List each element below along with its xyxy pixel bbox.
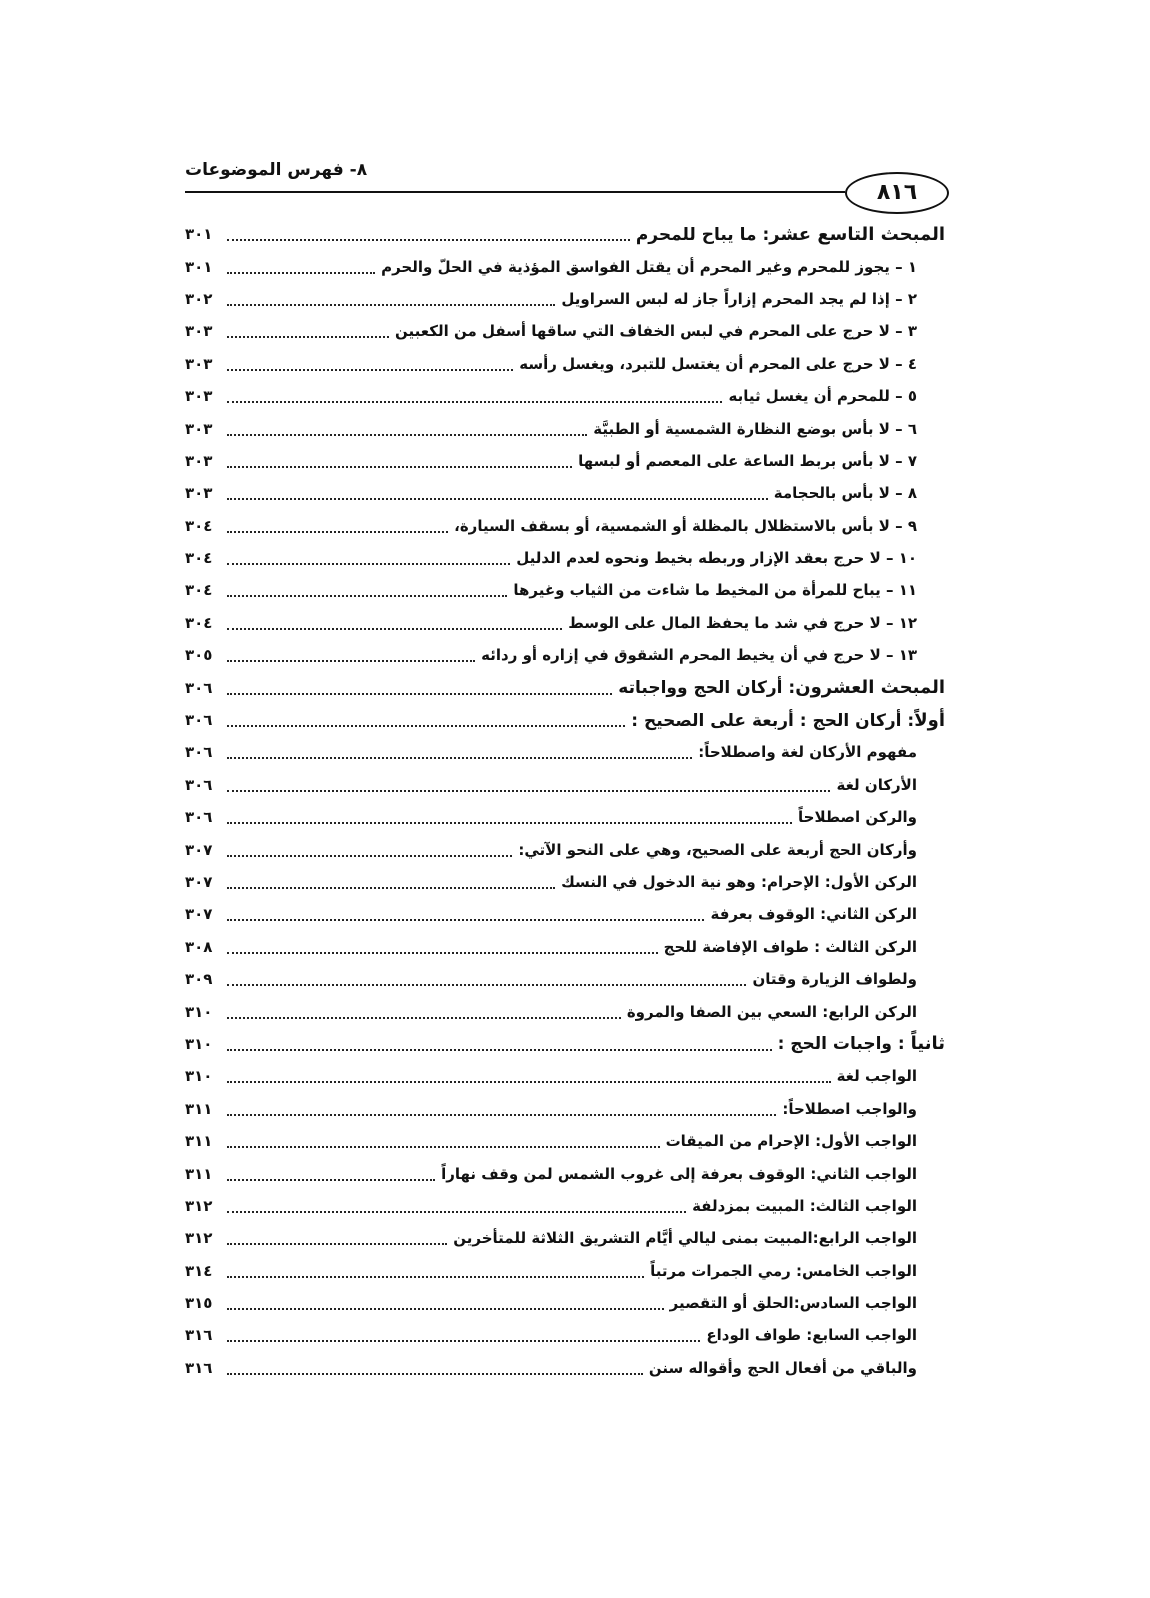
- entry-label: [664, 938, 917, 956]
- entry-label: [518, 841, 917, 859]
- entry-label: [728, 387, 917, 405]
- entry-label: [561, 290, 917, 308]
- entry-text: ١٢ – لا حرج في شد ما يحفظ المال على الوسط: [568, 613, 917, 632]
- toc-entry: [185, 1319, 945, 1351]
- entry-separator: :: [901, 710, 915, 731]
- dot-leader: [227, 790, 830, 792]
- entry-label: [593, 420, 917, 438]
- toc-entry: [185, 315, 945, 347]
- dot-leader: [227, 822, 792, 824]
- entry-separator: :: [814, 905, 827, 924]
- entry-text: المبيت بمنى ليالي أيَّام التشريق الثلاثة للمتأخرين: [453, 1229, 813, 1248]
- entry-separator: :: [817, 1002, 829, 1021]
- toc-heading: [185, 671, 945, 703]
- entry-text: والركن اصطلاحاً: [798, 808, 917, 827]
- entry-text: الأركان لغة: [836, 775, 917, 794]
- entry-label: [778, 1033, 945, 1054]
- entry-text: رمي الجمرات مرتباً: [650, 1261, 791, 1280]
- header-rule: [185, 191, 845, 193]
- entry-text: الوقوف بعرفة إلى غروب الشمس لمن وقف نهاراً: [441, 1164, 806, 1183]
- dot-leader: [227, 1373, 643, 1375]
- entry-lead: ثانياً: [910, 1033, 945, 1055]
- entry-label: [698, 743, 917, 761]
- entry-text: طواف الوداع: [706, 1326, 801, 1345]
- entry-page-number: ٣٠٦: [185, 743, 213, 762]
- entry-page-number: ٣١٠: [185, 1067, 213, 1086]
- entry-page-number: ٣١٦: [185, 1358, 213, 1377]
- toc-entry: [185, 250, 945, 282]
- entry-label: [692, 1197, 917, 1215]
- entry-page-number: ٣٠٦: [185, 711, 213, 730]
- entry-text: ٥ – للمحرم أن يغسل ثيابه: [728, 387, 917, 406]
- dot-leader: [227, 919, 704, 921]
- entry-separator: :: [809, 1132, 822, 1151]
- dot-leader: [227, 1017, 621, 1019]
- entry-separator: :: [804, 1196, 816, 1215]
- entry-label: [441, 1165, 917, 1183]
- dot-leader: [227, 757, 692, 759]
- dot-leader: [227, 984, 746, 986]
- entry-page-number: ٣٠٢: [185, 289, 213, 308]
- entry-separator: :: [790, 1261, 803, 1280]
- entry-text: أركان الحج وواجباته: [618, 678, 783, 699]
- entry-text: ١١ – يباح للمرأة من المخيط ما شاءت من الثياب وغيرها: [513, 581, 917, 600]
- entry-text: الإحرام: وهو نية الدخول في النسك: [561, 873, 820, 891]
- entry-separator: :: [805, 1164, 817, 1183]
- entry-page-number: ٣٠٥: [185, 646, 213, 665]
- entry-label: [666, 1132, 917, 1150]
- entry-label: [631, 710, 945, 731]
- entry-page-number: ٣١٥: [185, 1294, 213, 1313]
- entry-text: السعي بين الصفا والمروة: [626, 1002, 818, 1021]
- toc-entry: [185, 542, 945, 574]
- dot-leader: [227, 952, 658, 954]
- toc-entry: [185, 380, 945, 412]
- entry-lead: الركن الأول: [830, 873, 917, 891]
- entry-label: [454, 517, 917, 535]
- entry-label: [627, 1003, 917, 1021]
- entry-text: الحلق أو التقصير: [669, 1294, 794, 1313]
- entry-page-number: ٣٠٤: [185, 549, 213, 568]
- entry-text: أركان الحج : أربعة على الصحيح :: [631, 710, 902, 731]
- entry-page-number: ٣٠٣: [185, 451, 213, 470]
- entry-label: [578, 452, 917, 470]
- entry-label: [381, 258, 917, 276]
- entry-text: واجبات الحج :: [777, 1034, 892, 1055]
- entry-lead: أولاً: [914, 709, 945, 731]
- entry-lead: الواجب السابع: [812, 1326, 917, 1345]
- entry-page-number: ٣١١: [185, 1164, 213, 1183]
- dot-leader: [227, 563, 510, 565]
- entry-page-number: ٣٠٦: [185, 678, 213, 697]
- entry-page-number: ٣٠٤: [185, 581, 213, 600]
- entry-text: ٦ – لا بأس بوضع النظارة الشمسية أو الطبيَّة: [593, 419, 917, 438]
- toc-entry: [185, 1190, 945, 1222]
- entry-text: ٤ – لا حرج على المحرم أن يغتسل للتبرد، ويغسل رأسه: [519, 354, 917, 373]
- dot-leader: [227, 1146, 660, 1148]
- entry-text: مفهوم الأركان لغة واصطلاحاً:: [698, 743, 917, 762]
- entry-text: وأركان الحج أربعة على الصحيح، وهي على النحو الآتي:: [518, 840, 917, 859]
- entry-text: المبيت بمزدلفة: [692, 1196, 805, 1215]
- toc-heading: [185, 1028, 945, 1060]
- dot-leader: [227, 1243, 447, 1245]
- entry-page-number: ٣٠٩: [185, 970, 213, 989]
- entry-page-number: ٣٠٦: [185, 775, 213, 794]
- entry-page-number: ٣١٠: [185, 1002, 213, 1021]
- entry-page-number: ٣٠٤: [185, 613, 213, 632]
- dot-leader: [227, 369, 513, 371]
- entry-text: الإحرام من الميقات: [665, 1132, 810, 1151]
- entry-page-number: ٣٠٣: [185, 387, 213, 406]
- toc-entry: [185, 833, 945, 865]
- dot-leader: [227, 272, 375, 274]
- dot-leader: [227, 725, 625, 727]
- toc-entry: [185, 1255, 945, 1287]
- entry-lead: الواجب الرابع: [818, 1229, 917, 1248]
- entry-page-number: ٣١١: [185, 1132, 213, 1151]
- toc-entry: [185, 995, 945, 1027]
- toc-entry: [185, 348, 945, 380]
- entry-label: [774, 484, 917, 502]
- entry-separator: :: [782, 678, 796, 699]
- entry-text: ٩ – لا بأس بالاستظلال بالمظلة أو الشمسية، أو بسقف السيارة،: [454, 516, 917, 535]
- entry-text: ما يباح للمحرم: [635, 224, 757, 245]
- toc-entry: [185, 1157, 945, 1189]
- entry-label: [798, 808, 917, 826]
- dot-leader: [227, 466, 572, 468]
- entry-lead: الواجب الخامس: [802, 1261, 917, 1280]
- entry-page-number: ٣١٦: [185, 1326, 213, 1345]
- toc-entry: [185, 412, 945, 444]
- entry-page-number: ٣١٢: [185, 1229, 213, 1248]
- entry-lead: الركن الثاني: [826, 905, 917, 924]
- entry-label: [516, 549, 917, 567]
- entry-text: الوقوف بعرفة: [710, 905, 815, 924]
- toc-entry: [185, 1352, 945, 1384]
- entry-label: [561, 873, 917, 891]
- entry-page-number: ٣٠٣: [185, 354, 213, 373]
- entry-label: [481, 646, 917, 664]
- entry-text: ٧ – لا بأس بربط الساعة على المعصم أو لبسها: [578, 451, 917, 470]
- dot-leader: [227, 1211, 686, 1213]
- entry-label: [706, 1326, 917, 1344]
- dot-leader: [227, 1340, 700, 1342]
- entry-page-number: ٣١١: [185, 1099, 213, 1118]
- toc-entry: [185, 574, 945, 606]
- toc-entry: [185, 445, 945, 477]
- dot-leader: [227, 239, 630, 241]
- entry-label: [618, 677, 945, 698]
- entry-page-number: ٣٠٧: [185, 905, 213, 924]
- entry-page-number: ٣٠٣: [185, 419, 213, 438]
- toc-entry: [185, 1222, 945, 1254]
- entry-lead: الواجب الثالث: [815, 1196, 917, 1215]
- entry-label: [453, 1229, 917, 1247]
- table-of-contents: [185, 218, 945, 1384]
- dot-leader: [227, 887, 555, 889]
- entry-text: ٣ – لا حرج على المحرم في لبس الخفاف التي ساقها أسفل من الكعبين: [395, 322, 917, 341]
- toc-heading: [185, 704, 945, 736]
- entry-lead: الركن الرابع: [828, 1002, 917, 1021]
- entry-page-number: ٣٠٧: [185, 873, 213, 891]
- entry-text: ٢ – إذا لم يجد المحرم إزاراً جاز له لبس السراويل: [561, 289, 917, 308]
- toc-entry: [185, 931, 945, 963]
- dot-leader: [227, 660, 475, 662]
- toc-heading: [185, 218, 945, 250]
- entry-separator: :: [812, 1229, 819, 1248]
- entry-label: [752, 970, 917, 988]
- dot-leader: [227, 595, 507, 597]
- entry-page-number: ٣٠٤: [185, 516, 213, 535]
- entry-text: والواجب اصطلاحاً:: [782, 1099, 917, 1118]
- entry-page-number: ٣١٤: [185, 1261, 213, 1280]
- entry-page-number: ٣١٠: [185, 1034, 213, 1053]
- dot-leader: [227, 693, 612, 695]
- entry-page-number: ٣١٢: [185, 1196, 213, 1215]
- entry-text: الواجب لغة: [836, 1067, 917, 1086]
- entry-label: [395, 322, 917, 340]
- entry-page-number: ٣٠٦: [185, 808, 213, 827]
- dot-leader: [227, 1081, 831, 1083]
- toc-entry: [185, 639, 945, 671]
- dot-leader: [227, 1276, 644, 1278]
- toc-entry: [185, 510, 945, 542]
- toc-entry: [185, 1287, 945, 1319]
- dot-leader: [227, 1049, 772, 1051]
- entry-separator: :: [756, 224, 770, 245]
- toc-entry: [185, 801, 945, 833]
- entry-lead: المبحث التاسع عشر: [769, 223, 945, 245]
- entry-label: [650, 1262, 917, 1280]
- entry-lead: الواجب الثاني: [816, 1164, 917, 1183]
- entry-text: ١٣ – لا حرج في أن يخيط المحرم الشقوق في إزاره أو ردائه: [481, 646, 917, 665]
- entry-separator: :: [819, 873, 831, 891]
- entry-label: [519, 355, 917, 373]
- entry-text: طواف الإفاضة للحج: [663, 937, 809, 956]
- entry-label: [836, 776, 917, 794]
- dot-leader: [227, 336, 389, 338]
- toc-entry: [185, 736, 945, 768]
- entry-separator: :: [891, 1034, 911, 1055]
- dot-leader: [227, 434, 587, 436]
- toc-entry: [185, 769, 945, 801]
- entry-lead: الواجب السادس: [799, 1294, 917, 1313]
- dot-leader: [227, 304, 555, 306]
- toc-entry: [185, 1060, 945, 1092]
- entry-lead: الركن الثالث: [825, 937, 917, 956]
- dot-leader: [227, 1308, 664, 1310]
- section-title: ٨- فهرس الموضوعات: [185, 160, 368, 180]
- entry-label: [636, 224, 945, 245]
- entry-page-number: ٣٠٧: [185, 840, 213, 859]
- entry-label: [649, 1359, 917, 1377]
- toc-entry: [185, 866, 945, 898]
- entry-text: ١ – يجوز للمحرم وغير المحرم أن يقتل الفواسق المؤذية في الحلّ والحرم: [381, 257, 917, 276]
- entry-page-number: ٣٠١: [185, 257, 213, 276]
- entry-label: [710, 905, 917, 923]
- entry-label: [568, 614, 917, 632]
- toc-entry: [185, 607, 945, 639]
- toc-entry: [185, 283, 945, 315]
- entry-label: [670, 1294, 917, 1312]
- entry-label: [837, 1067, 917, 1085]
- dot-leader: [227, 1179, 435, 1181]
- entry-text: ٨ – لا بأس بالحجامة: [773, 484, 917, 503]
- entry-page-number: ٣٠٣: [185, 322, 213, 341]
- dot-leader: [227, 531, 448, 533]
- dot-leader: [227, 628, 562, 630]
- toc-entry: [185, 1125, 945, 1157]
- entry-text: ١٠ – لا حرج بعقد الإزار وربطه بخيط ونحوه لعدم الدليل: [516, 549, 917, 568]
- dot-leader: [227, 498, 768, 500]
- toc-entry: [185, 898, 945, 930]
- entry-page-number: ٣٠١: [185, 225, 213, 244]
- dot-leader: [227, 855, 512, 857]
- entry-separator: :: [808, 937, 826, 956]
- page-number: ٨١٦: [845, 172, 949, 214]
- dot-leader: [227, 1114, 776, 1116]
- entry-separator: :: [800, 1326, 813, 1345]
- entry-label: [513, 581, 917, 599]
- entry-text: والباقي من أفعال الحج وأقواله سنن: [648, 1358, 917, 1377]
- entry-label: [782, 1100, 917, 1118]
- entry-page-number: ٣٠٣: [185, 484, 213, 503]
- toc-entry: [185, 477, 945, 509]
- toc-entry: [185, 1093, 945, 1125]
- page-header: [185, 160, 960, 210]
- toc-entry: [185, 963, 945, 995]
- entry-lead: الواجب الأول: [821, 1132, 917, 1151]
- dot-leader: [227, 401, 722, 403]
- entry-separator: :: [793, 1294, 800, 1313]
- entry-page-number: ٣٠٨: [185, 937, 213, 956]
- entry-lead: المبحث العشرون: [795, 677, 945, 699]
- entry-text: ولطواف الزيارة وقتان: [752, 970, 917, 989]
